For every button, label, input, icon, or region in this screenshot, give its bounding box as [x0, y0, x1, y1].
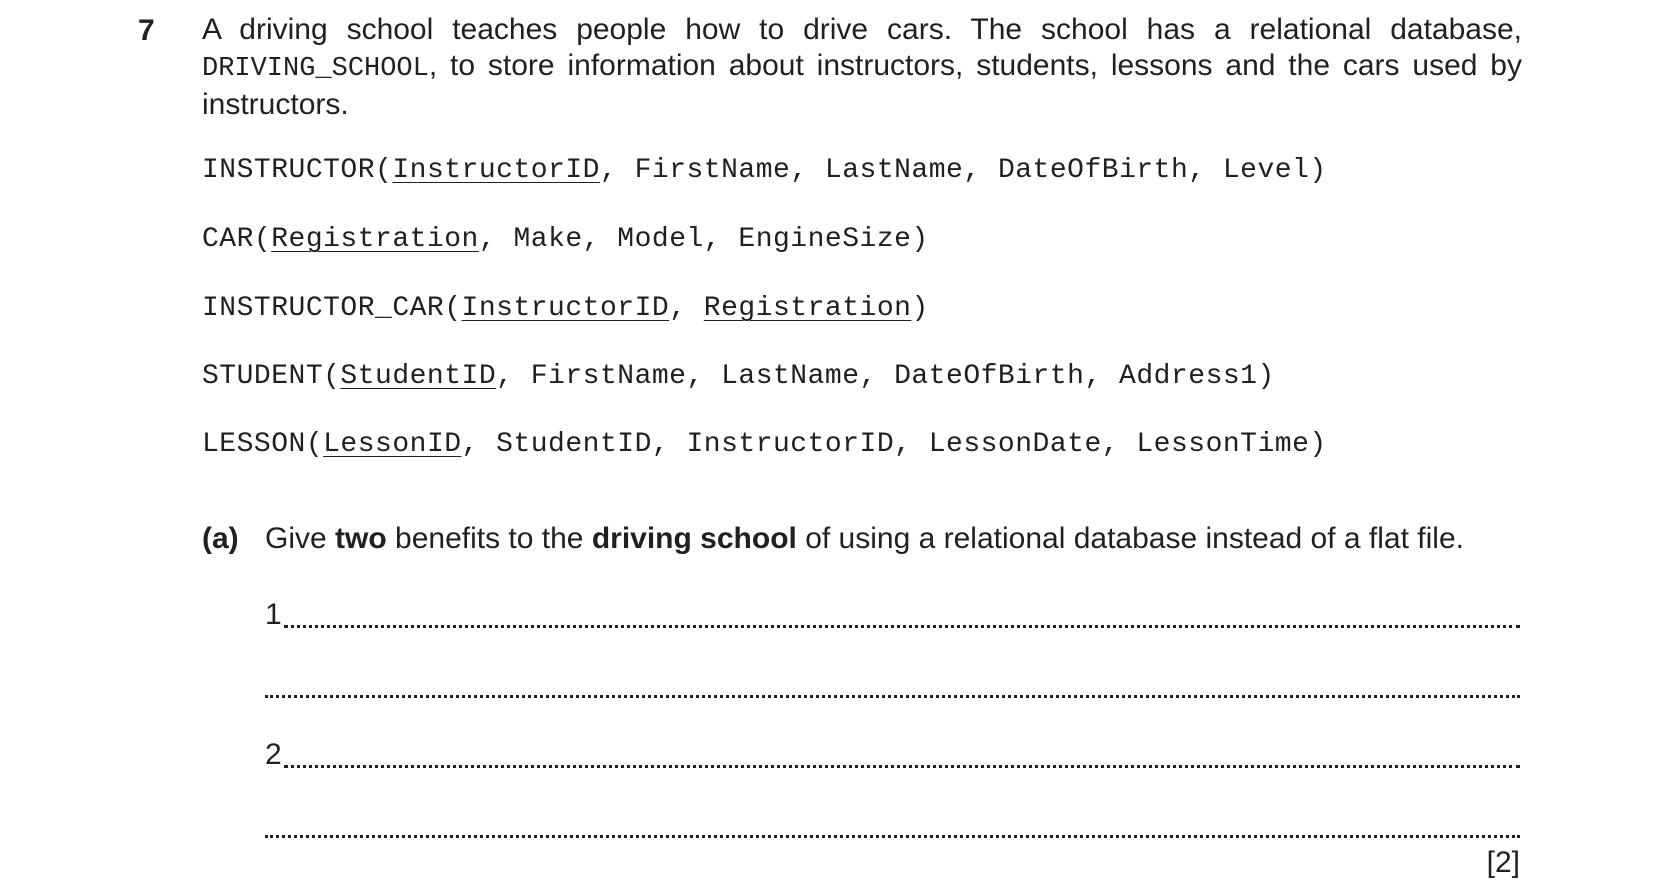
primary-key: LessonID	[323, 429, 462, 460]
intro-text-end: , to store information about instructors, students, lessons and the cars used by instructors.	[202, 49, 1522, 121]
dotted-line	[265, 695, 1520, 698]
question-intro	[202, 12, 1522, 123]
schema-instructor	[202, 154, 1327, 188]
intro-text-start: A driving school teaches people how to drive cars. The school has a relational database,	[202, 13, 1522, 46]
dotted-line	[265, 835, 1520, 838]
dotted-line	[284, 765, 1520, 768]
primary-key: Registration	[271, 224, 479, 255]
table-name: STUDENT(	[202, 361, 341, 392]
part-a-label: (a)	[202, 522, 239, 555]
table-name: INSTRUCTOR_CAR(	[202, 293, 462, 324]
answer-number: 1	[265, 598, 282, 631]
marks-allocation: [2]	[1486, 846, 1520, 879]
primary-key-part-1: InstructorID	[461, 293, 670, 324]
primary-key: InstructorID	[392, 155, 600, 186]
primary-key: StudentID	[340, 361, 497, 392]
question-text: benefits to the	[386, 522, 592, 555]
attributes: )	[911, 293, 929, 324]
schema-student	[202, 360, 1275, 394]
table-name: INSTRUCTOR(	[202, 155, 393, 186]
dotted-line	[284, 625, 1520, 628]
emphasis-text: driving school	[591, 522, 797, 555]
separator: ,	[669, 293, 704, 324]
schema-instructor-car	[202, 292, 929, 326]
part-a-question	[265, 522, 1464, 556]
answer-line-1-continued[interactable]	[265, 664, 1520, 700]
attributes: , Make, Model, EngineSize)	[478, 224, 929, 255]
table-name: LESSON(	[202, 429, 324, 460]
question-text: of using a relational database instead of a flat file.	[796, 522, 1464, 555]
schema-car	[202, 223, 929, 257]
answer-line-2-continued[interactable]	[265, 804, 1520, 840]
database-name: DRIVING_SCHOOL	[202, 54, 429, 84]
attributes: , StudentID, InstructorID, LessonDate, LessonTime)	[461, 429, 1327, 460]
attributes: , FirstName, LastName, DateOfBirth, Level)	[599, 155, 1327, 186]
question-number: 7	[138, 14, 155, 47]
primary-key-part-2: Registration	[703, 293, 912, 324]
schema-lesson	[202, 428, 1327, 462]
answer-line-2[interactable]	[265, 734, 1520, 770]
question-text: Give	[265, 522, 336, 555]
answer-number: 2	[265, 738, 282, 771]
table-name: CAR(	[202, 224, 272, 255]
emphasis-text: two	[335, 522, 387, 555]
answer-line-1[interactable]	[265, 594, 1520, 630]
attributes: , FirstName, LastName, DateOfBirth, Address1)	[496, 361, 1275, 392]
